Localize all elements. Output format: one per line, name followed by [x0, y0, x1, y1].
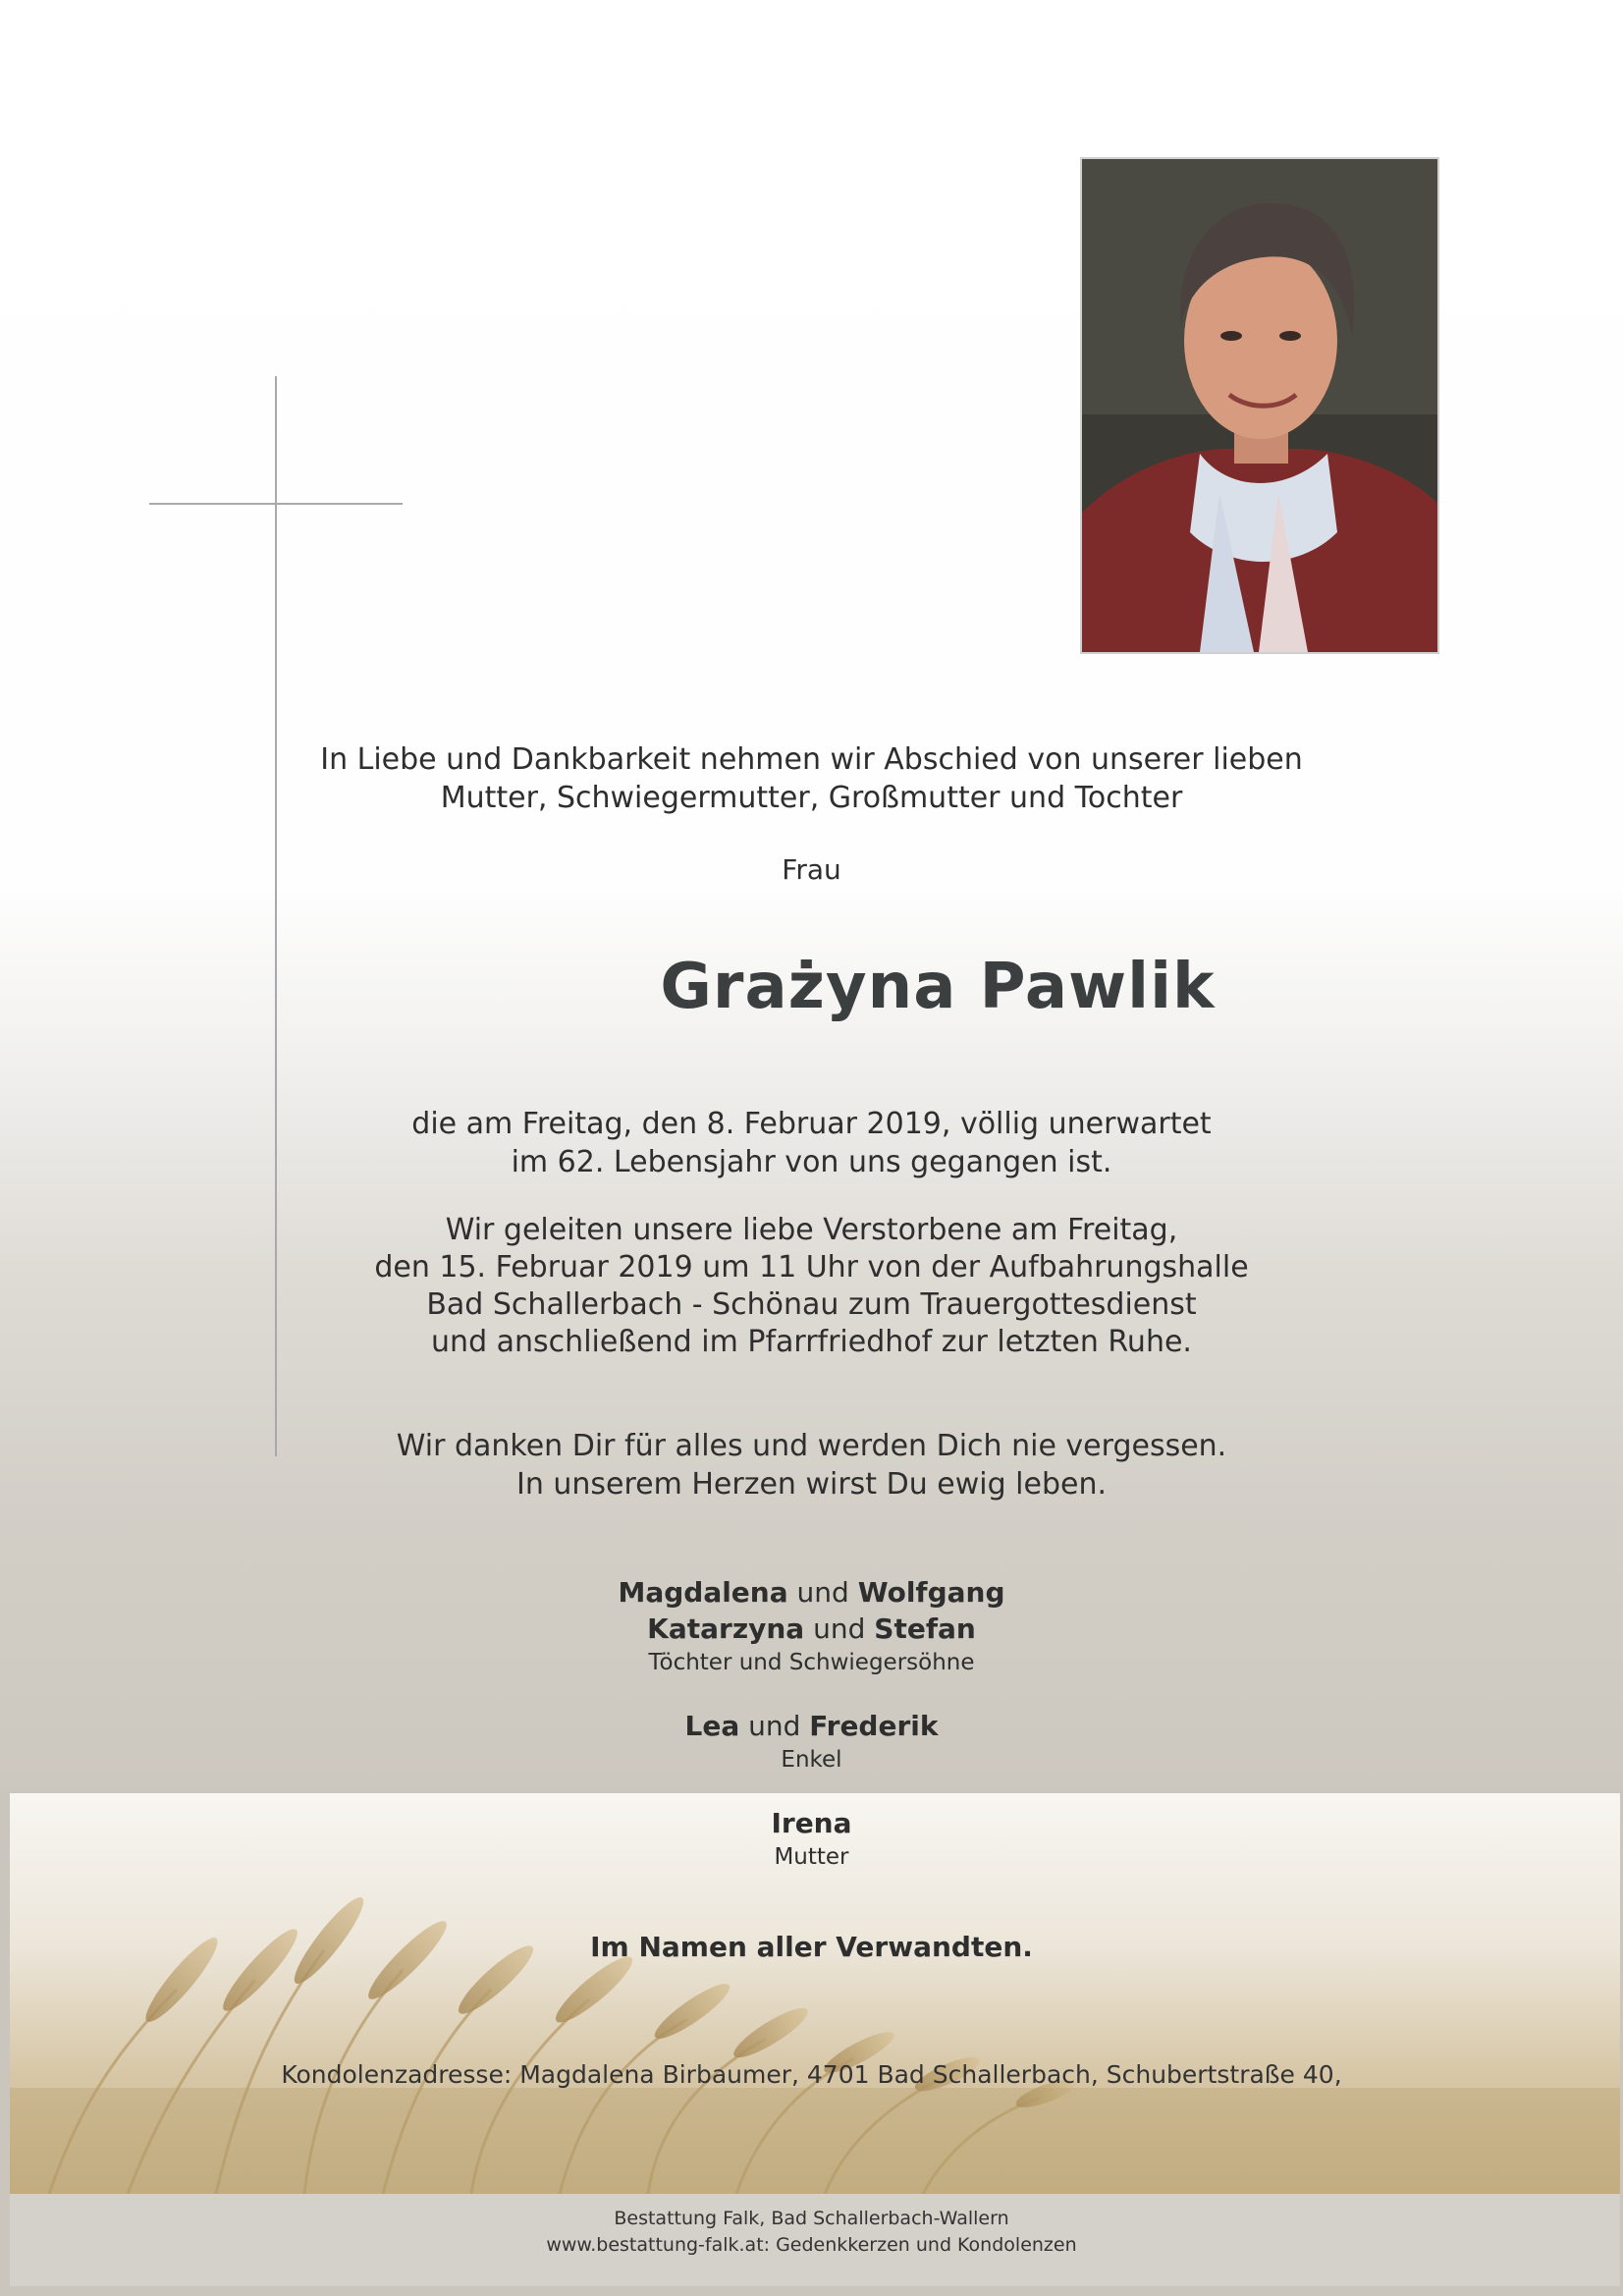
intro-line-1: In Liebe und Dankbarkeit nehmen wir Abschied von unserer lieben [320, 742, 1303, 777]
funeral-home-line-2: www.bestattung-falk.at: Gedenkkerzen und Kondolenzen [546, 2234, 1077, 2256]
mother-group [0, 1805, 1623, 1873]
cross-horizontal-bar [149, 503, 403, 505]
death-line-2: im 62. Lebensjahr von uns gegangen ist. [511, 1145, 1112, 1179]
funeral-home-info [0, 2206, 1623, 2259]
grandchildren-pair [0, 1708, 1623, 1744]
mourner-name: Irena [771, 1807, 852, 1839]
connector: und [796, 1576, 849, 1609]
mourner-name: Stefan [874, 1613, 976, 1645]
daughters-group [0, 1574, 1623, 1678]
thanks-text [0, 1427, 1623, 1503]
condolence-address: Kondolenzadresse: Magdalena Birbaumer, 4701 Bad Schallerbach, Schubertstraße 40, [281, 2060, 1342, 2089]
mourner-name: Frederik [809, 1710, 939, 1742]
mourners-list [0, 1574, 1623, 1902]
thanks-line-2: In unserem Herzen wirst Du ewig leben. [515, 1467, 1108, 1502]
all-relatives-line: Im Namen aller Verwandten. [590, 1931, 1033, 1963]
mother-role: Mutter [774, 1844, 849, 1870]
grandchildren-role: Enkel [781, 1747, 842, 1773]
daughter-pair-2 [0, 1611, 1623, 1647]
funeral-details [0, 1212, 1623, 1361]
funeral-line-3: Bad Schallerbach - Schönau zum Trauergottesdienst [426, 1287, 1197, 1322]
connector: und [748, 1710, 801, 1742]
funeral-home-line-1: Bestattung Falk, Bad Schallerbach-Wallern [614, 2208, 1009, 2229]
deceased-name: Grażyna Pawlik [660, 951, 1216, 1023]
mourner-name: Magdalena [618, 1576, 788, 1609]
funeral-line-4: und anschließend im Pfarrfriedhof zur letzten Ruhe. [431, 1325, 1192, 1359]
portrait-photo [1080, 157, 1439, 654]
mourner-name: Katarzyna [647, 1613, 805, 1645]
daughter-pair-1 [0, 1574, 1623, 1611]
mourner-name: Lea [684, 1710, 740, 1742]
funeral-line-1: Wir geleiten unsere liebe Verstorbene am Freitag, [445, 1213, 1178, 1247]
death-line-1: die am Freitag, den 8. Februar 2019, völlig unerwartet [411, 1107, 1212, 1141]
death-notice [0, 1105, 1623, 1181]
portrait-illustration [1082, 159, 1437, 652]
connector: und [813, 1613, 866, 1645]
intro-text [0, 740, 1623, 817]
grandchildren-group [0, 1708, 1623, 1776]
daughters-role: Töchter und Schwiegersöhne [648, 1650, 975, 1675]
mother-name [0, 1805, 1623, 1841]
intro-line-2: Mutter, Schwiegermutter, Großmutter und Tochter [440, 781, 1183, 815]
mourner-name: Wolfgang [857, 1576, 1005, 1609]
thanks-line-1: Wir danken Dir für alles und werden Dich nie vergessen. [396, 1429, 1227, 1463]
funeral-line-2: den 15. Februar 2019 um 11 Uhr von der Aufbahrungshalle [374, 1250, 1249, 1285]
salutation: Frau [782, 853, 841, 886]
